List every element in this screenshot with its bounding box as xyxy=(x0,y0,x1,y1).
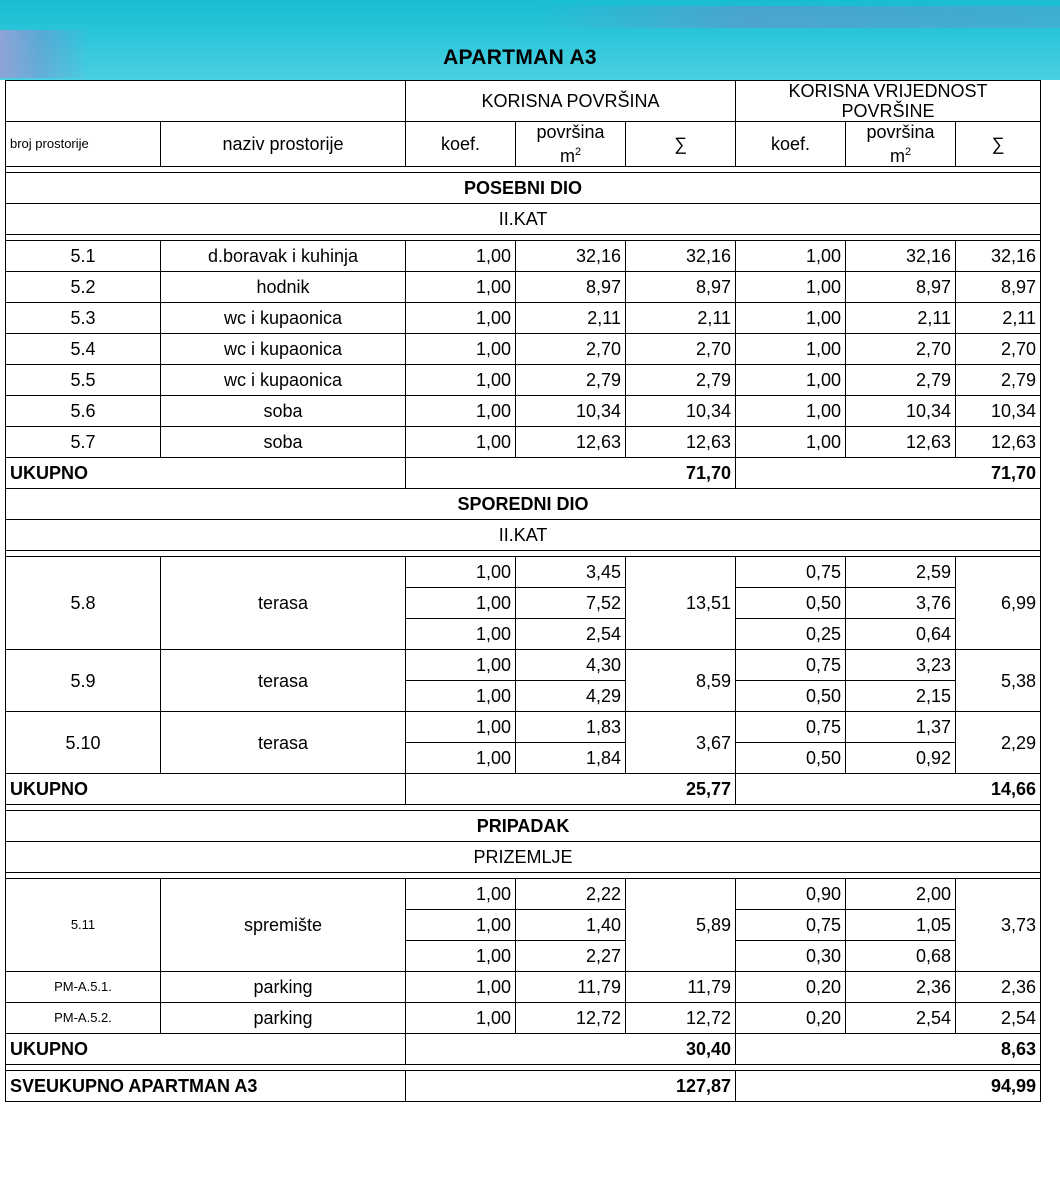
koef-2: 0,75 xyxy=(736,910,846,941)
sporedni-total-1: 25,77 xyxy=(406,774,736,805)
header-row-columns xyxy=(6,122,1041,167)
povrsina-2: 2,54 xyxy=(846,1003,956,1034)
sum-1: 8,59 xyxy=(626,650,736,712)
povrsina-2: 32,16 xyxy=(846,241,956,272)
table-row xyxy=(6,272,1041,303)
posebni-total-label: UKUPNO xyxy=(6,458,406,489)
floor-row xyxy=(6,842,1041,873)
header-koef-1: koef. xyxy=(406,122,516,167)
header-naziv: naziv prostorije xyxy=(161,122,406,167)
document-title: APARTMAN A3 xyxy=(443,46,597,69)
povrsina-2: 12,63 xyxy=(846,427,956,458)
section-sporedni-title: SPOREDNI DIO xyxy=(6,489,1041,520)
header-unit-exp: 2 xyxy=(904,146,912,158)
povrsina-2: 2,11 xyxy=(846,303,956,334)
room-name: parking xyxy=(161,1003,406,1034)
sum-1: 2,70 xyxy=(626,334,736,365)
koef-2: 1,00 xyxy=(736,365,846,396)
section-sporedni-floor: II.KAT xyxy=(6,520,1041,551)
sporedni-total-label: UKUPNO xyxy=(6,774,406,805)
koef-1: 1,00 xyxy=(406,557,516,588)
povrsina-2: 2,59 xyxy=(846,557,956,588)
section-pripadak-floor: PRIZEMLJE xyxy=(6,842,1041,873)
section-title-row xyxy=(6,489,1041,520)
room-name: wc i kupaonica xyxy=(161,303,406,334)
koef-2: 0,25 xyxy=(736,619,846,650)
sum-2: 6,99 xyxy=(956,557,1041,650)
room-name: soba xyxy=(161,427,406,458)
table-row xyxy=(6,303,1041,334)
sum-2: 2,36 xyxy=(956,972,1041,1003)
povrsina-1: 4,29 xyxy=(516,681,626,712)
floor-row xyxy=(6,520,1041,551)
sum-1: 12,72 xyxy=(626,1003,736,1034)
koef-2: 0,50 xyxy=(736,681,846,712)
koef-1: 1,00 xyxy=(406,941,516,972)
sum-2: 12,63 xyxy=(956,427,1041,458)
header-row-groups xyxy=(6,81,1041,122)
povrsina-2: 2,36 xyxy=(846,972,956,1003)
room-name: hodnik xyxy=(161,272,406,303)
povrsina-2: 0,64 xyxy=(846,619,956,650)
table-row xyxy=(6,972,1041,1003)
povrsina-2: 2,00 xyxy=(846,879,956,910)
koef-1: 1,00 xyxy=(406,712,516,743)
pripadak-total-label: UKUPNO xyxy=(6,1034,406,1065)
room-number: 5.8 xyxy=(6,557,161,650)
koef-2: 0,90 xyxy=(736,879,846,910)
grand-total-2: 94,99 xyxy=(736,1071,1041,1102)
koef-1: 1,00 xyxy=(406,427,516,458)
koef-2: 0,75 xyxy=(736,712,846,743)
table-row xyxy=(6,879,1041,910)
povrsina-2: 3,76 xyxy=(846,588,956,619)
sum-1: 2,79 xyxy=(626,365,736,396)
koef-1: 1,00 xyxy=(406,588,516,619)
room-number: 5.7 xyxy=(6,427,161,458)
table-row xyxy=(6,1003,1041,1034)
povrsina-2: 2,79 xyxy=(846,365,956,396)
povrsina-1: 12,72 xyxy=(516,1003,626,1034)
pripadak-total-2: 8,63 xyxy=(736,1034,1041,1065)
header-koef-2: koef. xyxy=(736,122,846,167)
povrsina-2: 8,97 xyxy=(846,272,956,303)
table-row xyxy=(6,241,1041,272)
koef-1: 1,00 xyxy=(406,365,516,396)
room-number: 5.5 xyxy=(6,365,161,396)
posebni-total-2: 71,70 xyxy=(736,458,1041,489)
table-row xyxy=(6,396,1041,427)
posebni-total-1: 71,70 xyxy=(406,458,736,489)
header-korisna-povrsina: KORISNA POVRŠINA xyxy=(406,81,736,122)
koef-2: 0,75 xyxy=(736,557,846,588)
area-table xyxy=(5,80,1041,1102)
povrsina-1: 1,84 xyxy=(516,743,626,774)
table-row xyxy=(6,712,1041,743)
pripadak-total-1: 30,40 xyxy=(406,1034,736,1065)
room-number: 5.3 xyxy=(6,303,161,334)
povrsina-1: 12,63 xyxy=(516,427,626,458)
koef-2: 0,20 xyxy=(736,972,846,1003)
grand-total-label: SVEUKUPNO APARTMAN A3 xyxy=(6,1071,406,1102)
povrsina-2: 1,05 xyxy=(846,910,956,941)
pripadak-total-row xyxy=(6,1034,1041,1065)
koef-2: 1,00 xyxy=(736,303,846,334)
koef-2: 0,30 xyxy=(736,941,846,972)
koef-1: 1,00 xyxy=(406,272,516,303)
koef-1: 1,00 xyxy=(406,619,516,650)
header-korisna-vrijednost: KORISNA VRIJEDNOST POVRŠINE xyxy=(736,81,1041,122)
room-name: soba xyxy=(161,396,406,427)
sum-2: 2,70 xyxy=(956,334,1041,365)
table-row xyxy=(6,557,1041,588)
koef-2: 1,00 xyxy=(736,272,846,303)
header-povrsina-1 xyxy=(516,122,626,167)
sporedni-total-row xyxy=(6,774,1041,805)
sum-2: 10,34 xyxy=(956,396,1041,427)
room-number: PM-A.5.2. xyxy=(6,1003,161,1034)
table-row xyxy=(6,650,1041,681)
povrsina-1: 1,83 xyxy=(516,712,626,743)
povrsina-1: 10,34 xyxy=(516,396,626,427)
room-name: d.boravak i kuhinja xyxy=(161,241,406,272)
povrsina-1: 11,79 xyxy=(516,972,626,1003)
koef-2: 0,20 xyxy=(736,1003,846,1034)
header-unit: m xyxy=(889,146,905,166)
povrsina-1: 7,52 xyxy=(516,588,626,619)
povrsina-2: 3,23 xyxy=(846,650,956,681)
koef-2: 1,00 xyxy=(736,241,846,272)
sum-1: 8,97 xyxy=(626,272,736,303)
koef-2: 0,75 xyxy=(736,650,846,681)
room-number: 5.6 xyxy=(6,396,161,427)
sum-2: 2,54 xyxy=(956,1003,1041,1034)
room-name: parking xyxy=(161,972,406,1003)
posebni-rows xyxy=(6,241,1041,458)
koef-1: 1,00 xyxy=(406,743,516,774)
koef-1: 1,00 xyxy=(406,910,516,941)
section-pripadak-title: PRIPADAK xyxy=(6,811,1041,842)
table-row xyxy=(6,334,1041,365)
room-name: wc i kupaonica xyxy=(161,334,406,365)
grand-total-row xyxy=(6,1071,1041,1102)
table-row xyxy=(6,365,1041,396)
povrsina-2: 10,34 xyxy=(846,396,956,427)
sum-2: 2,79 xyxy=(956,365,1041,396)
sum-1: 12,63 xyxy=(626,427,736,458)
sporedni-total-2: 14,66 xyxy=(736,774,1041,805)
povrsina-1: 2,54 xyxy=(516,619,626,650)
koef-1: 1,00 xyxy=(406,1003,516,1034)
sum-1: 10,34 xyxy=(626,396,736,427)
room-name: wc i kupaonica xyxy=(161,365,406,396)
section-posebni-title: POSEBNI DIO xyxy=(6,173,1041,204)
koef-1: 1,00 xyxy=(406,879,516,910)
povrsina-1: 4,30 xyxy=(516,650,626,681)
sum-2: 5,38 xyxy=(956,650,1041,712)
header-unit-exp: 2 xyxy=(574,146,582,158)
room-number: 5.2 xyxy=(6,272,161,303)
room-name: terasa xyxy=(161,712,406,774)
koef-2: 0,50 xyxy=(736,743,846,774)
povrsina-2: 0,68 xyxy=(846,941,956,972)
section-posebni-floor: II.KAT xyxy=(6,204,1041,235)
table-row xyxy=(6,427,1041,458)
sum-2: 2,11 xyxy=(956,303,1041,334)
room-name: terasa xyxy=(161,557,406,650)
header-povrsina-2 xyxy=(846,122,956,167)
povrsina-1: 2,11 xyxy=(516,303,626,334)
room-number: 5.10 xyxy=(6,712,161,774)
sum-1: 32,16 xyxy=(626,241,736,272)
room-number: 5.11 xyxy=(6,879,161,972)
sum-2: 2,29 xyxy=(956,712,1041,774)
header-broj: broj prostorije xyxy=(6,122,161,167)
sum-2: 8,97 xyxy=(956,272,1041,303)
koef-2: 1,00 xyxy=(736,427,846,458)
koef-1: 1,00 xyxy=(406,681,516,712)
room-number: 5.1 xyxy=(6,241,161,272)
povrsina-1: 2,79 xyxy=(516,365,626,396)
header-unit: m xyxy=(559,146,575,166)
room-number: 5.4 xyxy=(6,334,161,365)
koef-1: 1,00 xyxy=(406,303,516,334)
header-povrsina-label: površina xyxy=(536,122,605,142)
sum-1: 3,67 xyxy=(626,712,736,774)
room-name: spremište xyxy=(161,879,406,972)
sum-2: 32,16 xyxy=(956,241,1041,272)
room-name: terasa xyxy=(161,650,406,712)
koef-1: 1,00 xyxy=(406,650,516,681)
posebni-total-row xyxy=(6,458,1041,489)
section-title-row xyxy=(6,811,1041,842)
header-sum-1: ∑ xyxy=(626,122,736,167)
povrsina-1: 2,22 xyxy=(516,879,626,910)
floor-row xyxy=(6,204,1041,235)
povrsina-1: 3,45 xyxy=(516,557,626,588)
koef-2: 0,50 xyxy=(736,588,846,619)
povrsina-2: 2,70 xyxy=(846,334,956,365)
grand-total-1: 127,87 xyxy=(406,1071,736,1102)
povrsina-1: 8,97 xyxy=(516,272,626,303)
povrsina-2: 0,92 xyxy=(846,743,956,774)
room-number: PM-A.5.1. xyxy=(6,972,161,1003)
header-sum-2: ∑ xyxy=(956,122,1041,167)
koef-1: 1,00 xyxy=(406,241,516,272)
section-title-row xyxy=(6,173,1041,204)
koef-1: 1,00 xyxy=(406,334,516,365)
koef-2: 1,00 xyxy=(736,334,846,365)
sum-1: 13,51 xyxy=(626,557,736,650)
koef-1: 1,00 xyxy=(406,396,516,427)
banner-band xyxy=(540,6,1060,28)
koef-2: 1,00 xyxy=(736,396,846,427)
room-number: 5.9 xyxy=(6,650,161,712)
header-blank xyxy=(6,81,406,122)
povrsina-2: 1,37 xyxy=(846,712,956,743)
povrsina-1: 2,70 xyxy=(516,334,626,365)
povrsina-1: 32,16 xyxy=(516,241,626,272)
koef-1: 1,00 xyxy=(406,972,516,1003)
povrsina-1: 2,27 xyxy=(516,941,626,972)
header-povrsina-label: površina xyxy=(866,122,935,142)
povrsina-2: 2,15 xyxy=(846,681,956,712)
povrsina-1: 1,40 xyxy=(516,910,626,941)
sum-1: 5,89 xyxy=(626,879,736,972)
sum-1: 2,11 xyxy=(626,303,736,334)
sum-1: 11,79 xyxy=(626,972,736,1003)
sum-2: 3,73 xyxy=(956,879,1041,972)
